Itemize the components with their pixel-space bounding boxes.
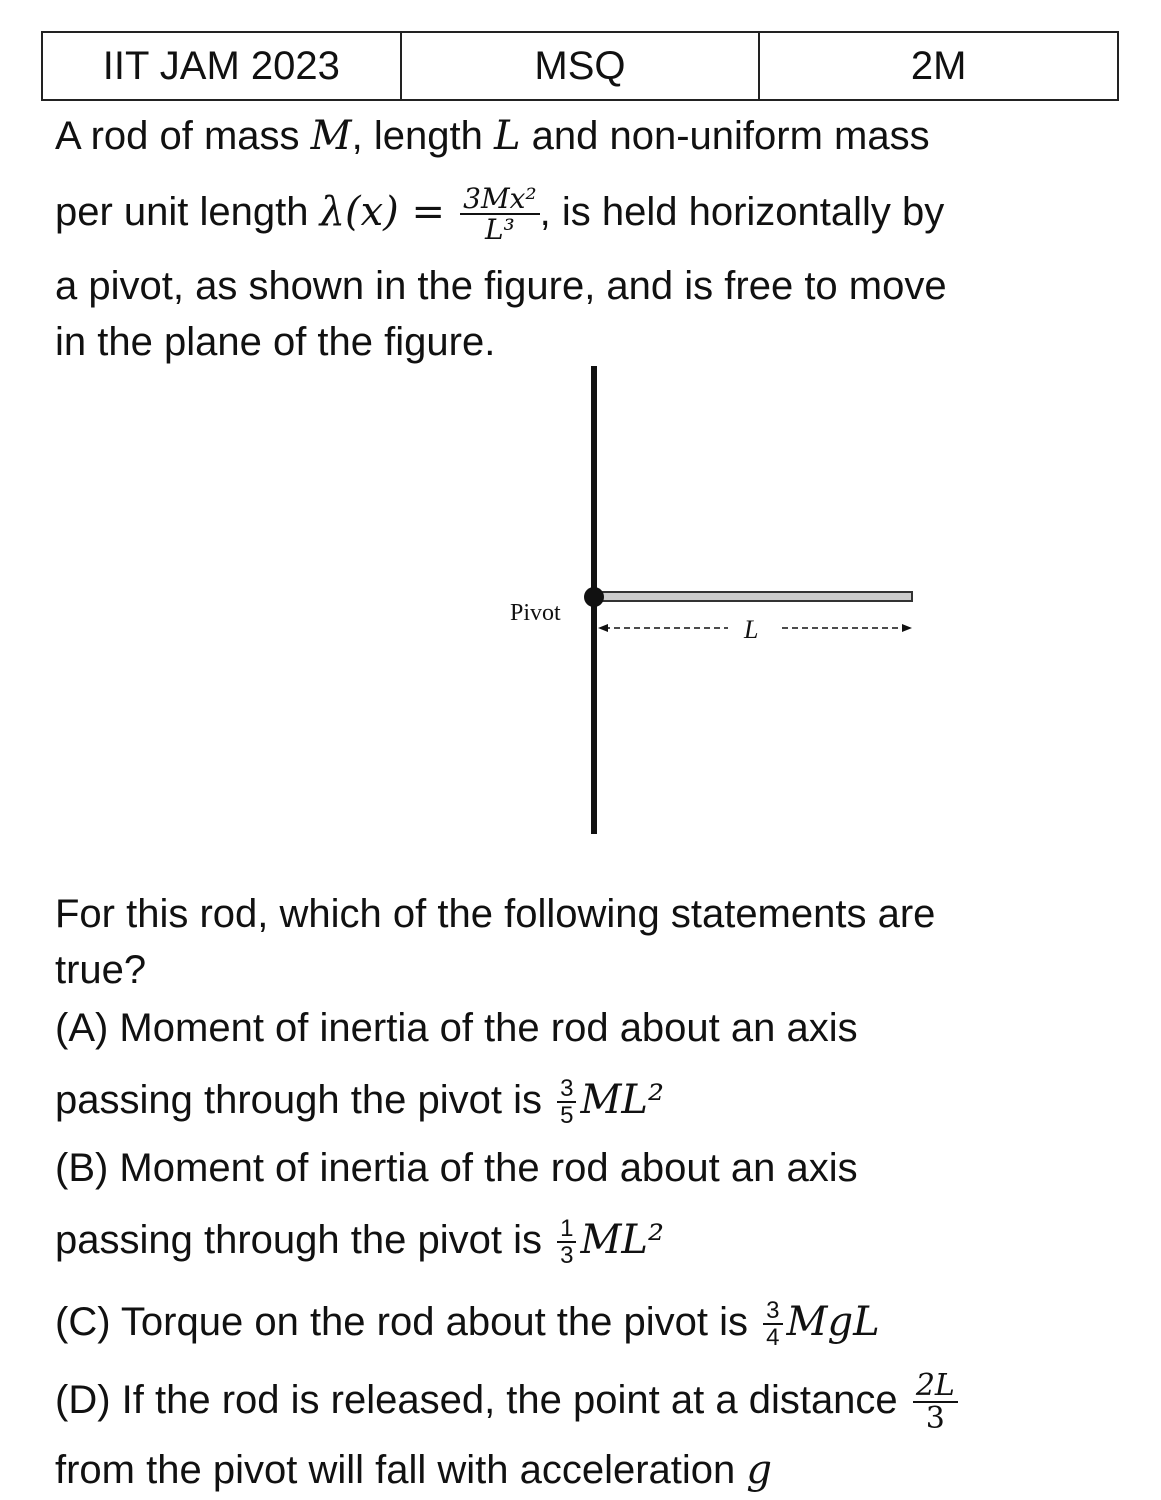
exam-name-cell: IIT JAM 2023 [42, 32, 401, 100]
option-a-fraction: $\frac{3}{5}$ [557, 1076, 576, 1128]
pivot-rod-figure [490, 360, 930, 840]
option-b-fraction: $\frac{1}{3}$ [557, 1216, 576, 1268]
marks-cell: 2M [759, 32, 1118, 100]
question-line-4: in the plane of the figure. [55, 320, 496, 364]
arrow-right-head [902, 624, 912, 632]
prompt-line-2: true? [55, 948, 147, 992]
question-type-cell: MSQ [401, 32, 760, 100]
mass-symbol: M [310, 113, 352, 159]
option-b-line-1: (B) Moment of inertia of the rod about an axis [55, 1146, 858, 1190]
gravity-symbol: g [746, 1447, 772, 1493]
question-line-1: A rod of mass M, length L and non-uniform mass [55, 113, 930, 159]
option-d-line-1: (D) If the rod is released, the point at a distance $\frac{2L}{3}$ [55, 1360, 962, 1440]
question-header-table [41, 31, 1119, 101]
option-a-line-2: passing through the pivot is $\frac{3}{5}$ ML² [55, 1075, 665, 1130]
arrow-left-head [598, 624, 608, 632]
prompt-line-1: For this rod, which of the following statements are [55, 892, 936, 936]
question-line-2: per unit length λ(x) = $\frac{\text{3Mx²}}{\text{L³}}$ , is held horizontally by [55, 182, 945, 247]
option-a-line-1: (A) Moment of inertia of the rod about an axis [55, 1006, 858, 1050]
length-label: L [744, 615, 759, 644]
option-c-fraction: $\frac{3}{4}$ [763, 1298, 782, 1350]
horizontal-rod [594, 592, 912, 601]
lambda-expression: λ(x) = [319, 189, 445, 235]
option-b-line-2: passing through the pivot is $\frac{1}{3}$ ML² [55, 1215, 665, 1270]
question-line-3: a pivot, as shown in the figure, and is free to move [55, 264, 947, 308]
pivot-dot [584, 587, 604, 607]
length-symbol: L [493, 113, 521, 159]
lambda-fraction: $\frac{\text{3Mx²}}{\text{L³}}$ [460, 184, 540, 245]
option-d-line-2: from the pivot will fall with acceleration g [55, 1447, 772, 1493]
option-c: (C) Torque on the rod about the pivot is $\frac{3}{4}$ MgL [55, 1297, 880, 1352]
option-d-fraction: $\frac{2L}{3}$ [913, 1370, 958, 1435]
pivot-label: Pivot [510, 600, 561, 626]
